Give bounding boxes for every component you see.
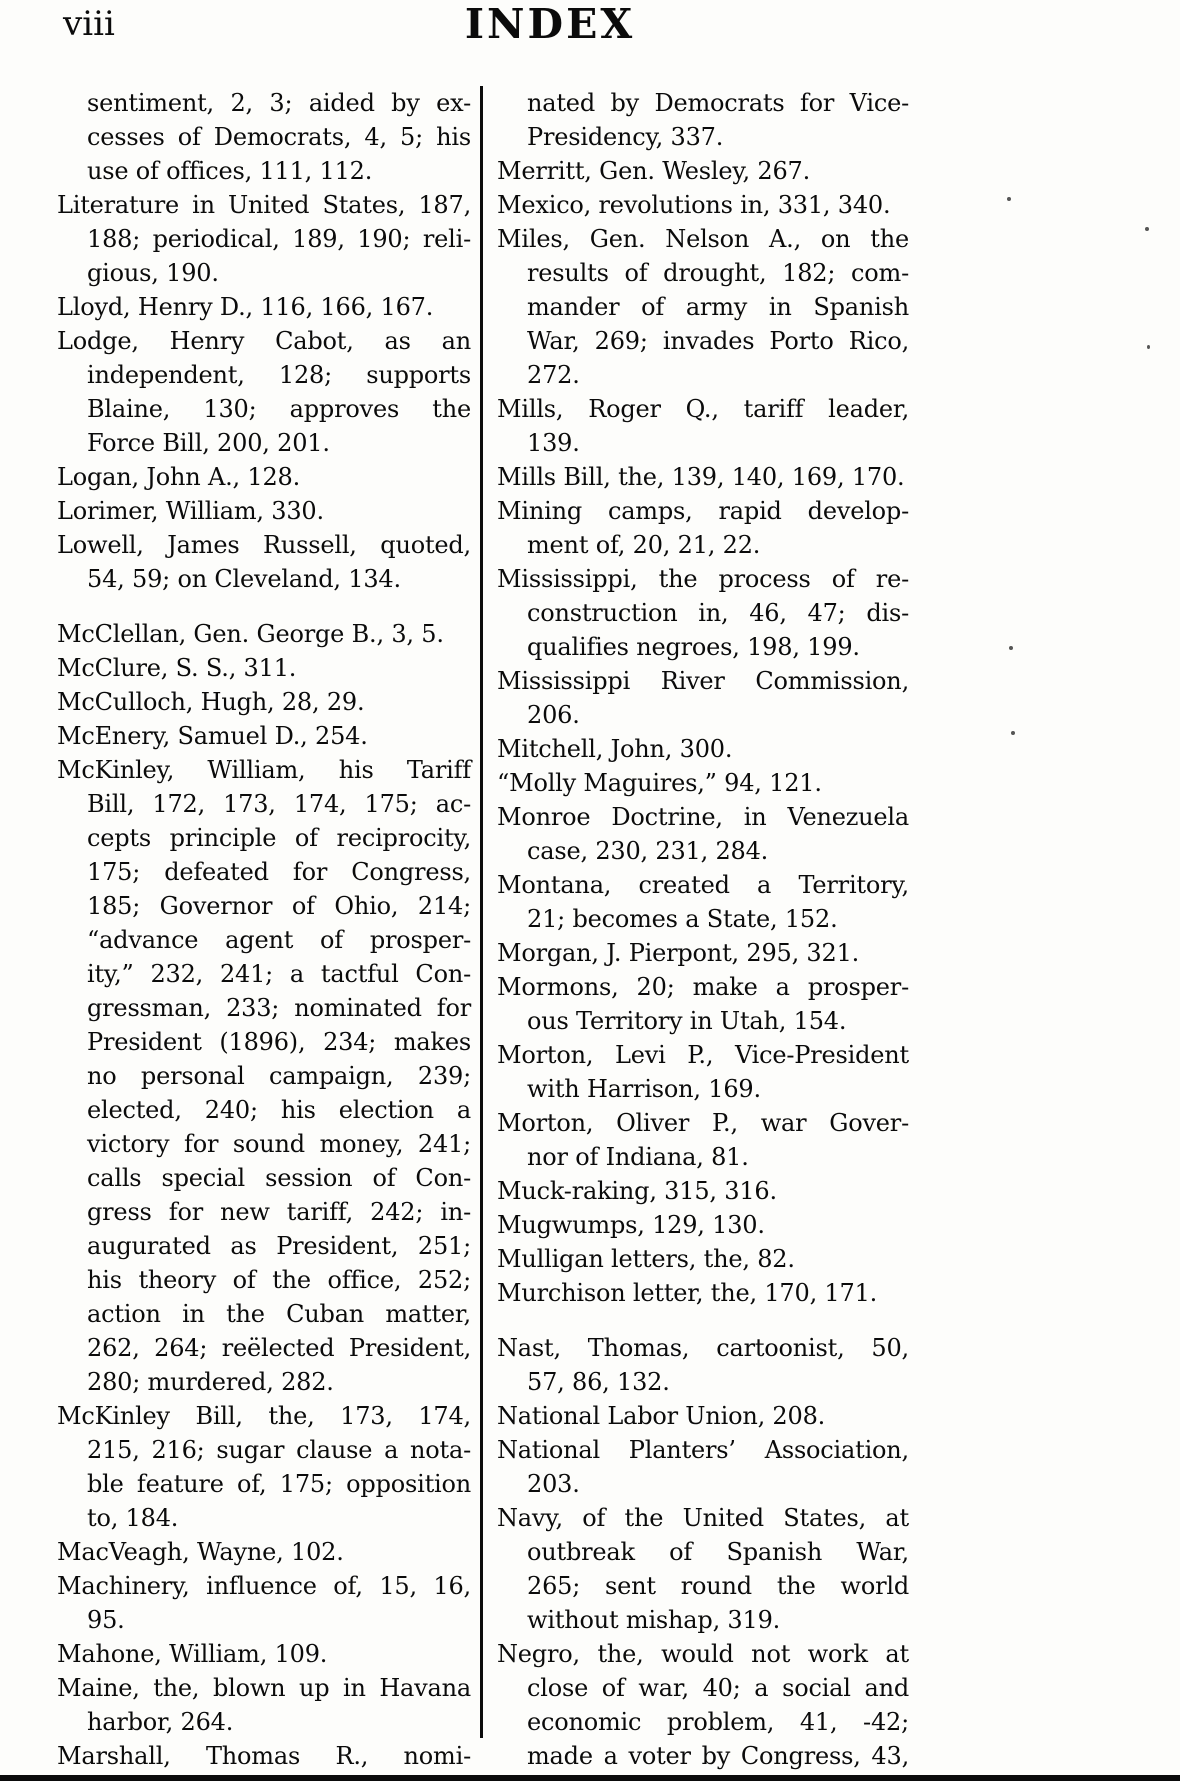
index-line: Literature in United States, 187, xyxy=(57,191,471,219)
index-line: McClellan, Gen. George B., 3, 5. xyxy=(57,620,444,648)
index-column-right xyxy=(497,86,909,1773)
index-line: Mexico, revolutions in, 331, 340. xyxy=(497,191,891,219)
index-line: results of drought, 182; com- xyxy=(527,259,909,287)
index-line: augurated as President, 251; xyxy=(87,1232,471,1260)
index-line: qualifies negroes, 198, 199. xyxy=(527,633,860,661)
scan-speckle xyxy=(1009,646,1013,650)
index-line: to, 184. xyxy=(87,1504,179,1532)
index-line: 54, 59; on Cleveland, 134. xyxy=(87,565,401,593)
index-line: gress for new tariff, 242; in- xyxy=(87,1198,471,1226)
index-line: Montana, created a Territory, xyxy=(497,871,909,899)
index-line: 203. xyxy=(527,1470,580,1498)
index-line: Miles, Gen. Nelson A., on the xyxy=(497,225,909,253)
index-line: case, 230, 231, 284. xyxy=(527,837,769,865)
index-line: 95. xyxy=(87,1606,125,1634)
index-line: McCulloch, Hugh, 28, 29. xyxy=(57,688,365,716)
index-line: McKinley Bill, the, 173, 174, xyxy=(57,1402,471,1430)
index-line: 188; periodical, 189, 190; reli- xyxy=(87,225,471,253)
scan-speckle xyxy=(1007,197,1011,201)
index-line: 185; Governor of Ohio, 214; xyxy=(87,892,471,920)
index-line: made a voter by Congress, 43, xyxy=(527,1742,909,1770)
index-line: Mahone, William, 109. xyxy=(57,1640,328,1668)
index-line: Mills Bill, the, 139, 140, 169, 170. xyxy=(497,463,905,491)
index-line: without mishap, 319. xyxy=(527,1606,781,1634)
index-line: gious, 190. xyxy=(87,259,219,287)
index-line: Murchison letter, the, 170, 171. xyxy=(497,1279,878,1307)
index-line: construction in, 46, 47; dis- xyxy=(527,599,909,627)
index-line: action in the Cuban matter, xyxy=(87,1300,471,1328)
index-line: mander of army in Spanish xyxy=(527,293,909,321)
index-line: 206. xyxy=(527,701,580,729)
scan-speckle xyxy=(1147,345,1150,349)
index-line: outbreak of Spanish War, xyxy=(527,1538,909,1566)
index-line: Mormons, 20; make a prosper- xyxy=(497,973,909,1001)
index-line: close of war, 40; a social and xyxy=(527,1674,909,1702)
index-line: Mining camps, rapid develop- xyxy=(497,497,909,525)
page-title: INDEX xyxy=(464,0,636,48)
index-line: with Harrison, 169. xyxy=(527,1075,761,1103)
index-line: cesses of Democrats, 4, 5; his xyxy=(87,123,471,151)
index-line: no personal campaign, 239; xyxy=(87,1062,471,1090)
index-line: Mills, Roger Q., tariff leader, xyxy=(497,395,909,423)
index-line: Monroe Doctrine, in Venezuela xyxy=(497,803,909,831)
index-line: victory for sound money, 241; xyxy=(87,1130,471,1158)
index-line: ity,” 232, 241; a tactful Con- xyxy=(87,960,471,988)
index-line: President (1896), 234; makes xyxy=(87,1028,471,1056)
index-line: Morton, Oliver P., war Gover- xyxy=(497,1109,909,1137)
index-line: Lowell, James Russell, quoted, xyxy=(57,531,471,559)
index-line: economic problem, 41, -42; xyxy=(527,1708,909,1736)
index-line: ous Territory in Utah, 154. xyxy=(527,1007,847,1035)
page-folio: viii xyxy=(63,4,115,44)
index-line: Mitchell, John, 300. xyxy=(497,735,733,763)
index-line: Bill, 172, 173, 174, 175; ac- xyxy=(87,790,471,818)
index-line: Presidency, 337. xyxy=(527,123,724,151)
scan-speckle xyxy=(1145,227,1149,231)
index-line: 272. xyxy=(527,361,580,389)
index-line: Negro, the, would not work at xyxy=(497,1640,909,1668)
index-line: harbor, 264. xyxy=(87,1708,234,1736)
index-line: ble feature of, 175; opposition xyxy=(87,1470,471,1498)
index-line: calls special session of Con- xyxy=(87,1164,471,1192)
index-line: 215, 216; sugar clause a nota- xyxy=(87,1436,471,1464)
index-line: nated by Democrats for Vice- xyxy=(527,89,909,117)
index-line: Lloyd, Henry D., 116, 166, 167. xyxy=(57,293,434,321)
index-line: McEnery, Samuel D., 254. xyxy=(57,722,368,750)
index-line: gressman, 233; nominated for xyxy=(87,994,471,1022)
index-line: sentiment, 2, 3; aided by ex- xyxy=(87,89,471,117)
index-line: Morton, Levi P., Vice-President xyxy=(497,1041,909,1069)
index-line: Maine, the, blown up in Havana xyxy=(57,1674,471,1702)
index-line: War, 269; invades Porto Rico, xyxy=(527,327,909,355)
index-line: Merritt, Gen. Wesley, 267. xyxy=(497,157,811,185)
index-line: 57, 86, 132. xyxy=(527,1368,670,1396)
index-line: 139. xyxy=(527,429,580,457)
column-divider-rule xyxy=(480,86,483,1738)
index-line: 21; becomes a State, 152. xyxy=(527,905,838,933)
scan-speckle xyxy=(1011,731,1015,735)
index-line: Marshall, Thomas R., nomi- xyxy=(57,1742,471,1770)
index-line: 262, 264; reëlected President, xyxy=(87,1334,471,1362)
index-line: MacVeagh, Wayne, 102. xyxy=(57,1538,344,1566)
index-line: 265; sent round the world xyxy=(527,1572,909,1600)
index-line: elected, 240; his election a xyxy=(87,1096,471,1124)
index-line: Nast, Thomas, cartoonist, 50, xyxy=(497,1334,909,1362)
index-line: 280; murdered, 282. xyxy=(87,1368,334,1396)
index-line: Machinery, influence of, 15, 16, xyxy=(57,1572,471,1600)
index-line: Muck-raking, 315, 316. xyxy=(497,1177,777,1205)
index-line: independent, 128; supports xyxy=(87,361,471,389)
index-line: Navy, of the United States, at xyxy=(497,1504,909,1532)
index-column-left xyxy=(57,86,471,1773)
index-line: Lodge, Henry Cabot, as an xyxy=(57,327,471,355)
index-line: nor of Indiana, 81. xyxy=(527,1143,749,1171)
index-line: Mississippi, the process of re- xyxy=(497,565,909,593)
index-line: 175; defeated for Congress, xyxy=(87,858,471,886)
index-line: Force Bill, 200, 201. xyxy=(87,429,330,457)
page-bottom-scan-edge xyxy=(0,1775,1180,1781)
index-line: cepts principle of reciprocity, xyxy=(87,824,471,852)
index-line: Mulligan letters, the, 82. xyxy=(497,1245,795,1273)
index-line: Morgan, J. Pierpont, 295, 321. xyxy=(497,939,860,967)
index-line: his theory of the office, 252; xyxy=(87,1266,471,1294)
index-line: ment of, 20, 21, 22. xyxy=(527,531,761,559)
index-line: McClure, S. S., 311. xyxy=(57,654,297,682)
index-line: “advance agent of prosper- xyxy=(87,926,471,954)
index-line: Logan, John A., 128. xyxy=(57,463,301,491)
index-line: McKinley, William, his Tariff xyxy=(57,756,471,784)
index-line: Blaine, 130; approves the xyxy=(87,395,471,423)
index-line: National Planters’ Association, xyxy=(497,1436,909,1464)
index-line: National Labor Union, 208. xyxy=(497,1402,826,1430)
index-line: Mississippi River Commission, xyxy=(497,667,909,695)
index-line: use of offices, 111, 112. xyxy=(87,157,373,185)
index-line: Mugwumps, 129, 130. xyxy=(497,1211,765,1239)
index-line: Lorimer, William, 330. xyxy=(57,497,324,525)
index-line: “Molly Maguires,” 94, 121. xyxy=(497,769,822,797)
